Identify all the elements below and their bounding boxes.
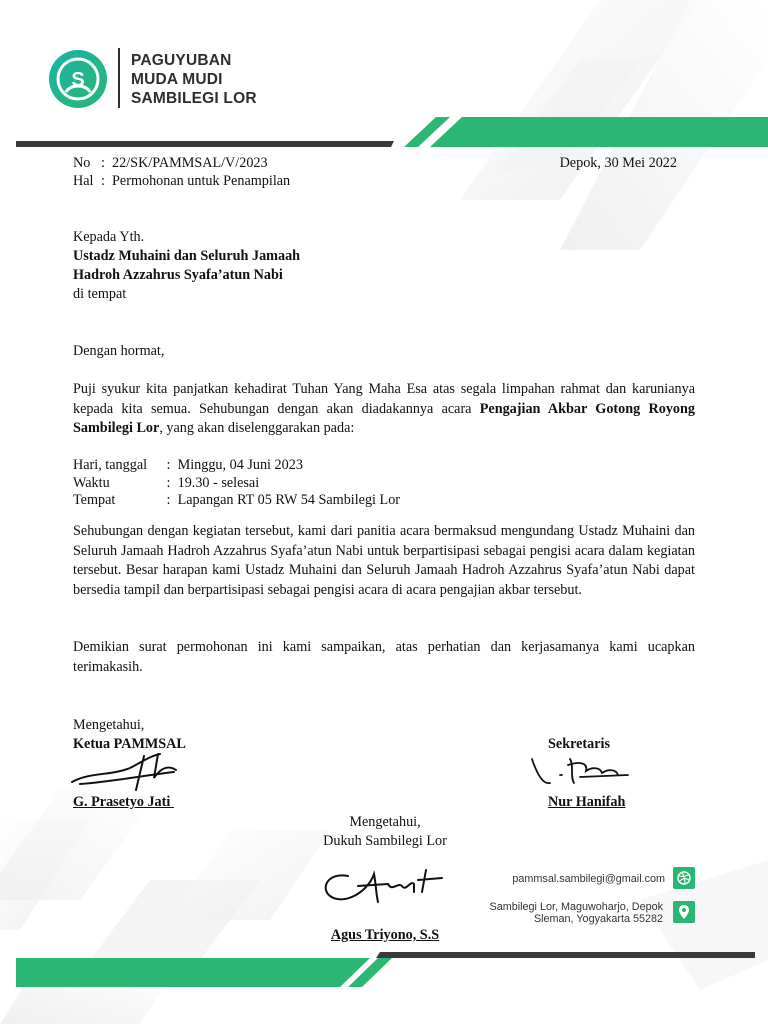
center-signer-name: Agus Triyono, S.S — [330, 927, 440, 943]
detail-label: Hari, tanggal — [73, 457, 148, 473]
detail-row-place: Tempat : Lapangan RT 05 RW 54 Sambilegi Lor — [73, 492, 401, 508]
detail-label: Waktu — [73, 474, 110, 491]
organization-name-line-3: SAMBILEGI LOR — [131, 90, 257, 107]
footer-dark-bar — [376, 952, 755, 958]
map-pin-icon — [673, 901, 695, 923]
recipient-line-2: Hadroh Azzahrus Syafa’atun Nabi — [73, 267, 283, 283]
paragraph-1-end: , yang akan diselenggarakan pada: — [159, 420, 355, 436]
event-details — [73, 457, 573, 510]
left-known-label: Mengetahui, — [73, 717, 145, 733]
right-signer-name: Nur Hanifah — [548, 794, 626, 810]
salutation: Dengan hormat, — [73, 343, 165, 359]
footer-address-line-2: Sleman, Yogyakarta 55282 — [533, 912, 663, 925]
logo-letter: S — [71, 69, 85, 91]
detail-row-date: Hari, tanggal : Minggu, 04 Juni 2023 — [73, 457, 303, 473]
left-signature-block — [73, 716, 273, 754]
center-signer-title: Dukuh Sambilegi Lor — [323, 833, 447, 849]
letter-subject-value: Permohonan untuk Penampilan — [112, 172, 291, 189]
organization-logo — [44, 48, 112, 110]
recipient-location: di tempat — [73, 286, 127, 302]
detail-label: Tempat — [73, 492, 116, 508]
letter-number-row: No : 22/SK/PAMMSAL/V/2023 — [73, 155, 268, 171]
letter-number-value: 22/SK/PAMMSAL/V/2023 — [112, 155, 268, 171]
footer-email: pammsal.sambilegi@gmail.com — [512, 873, 665, 885]
header-dark-bar — [16, 141, 394, 147]
paragraph-3: Demikian surat permohonan ini kami sampaikan, atas perhatian dan kerjasamanya kami ucapkan terimakasih. — [73, 639, 695, 675]
letter-subject-row: Hal : Permohonan untuk Penampilan — [73, 172, 291, 189]
right-signature-mark — [530, 755, 635, 791]
left-signer-name: G. Prasetyo Jati — [73, 794, 174, 810]
footer-address — [420, 902, 663, 925]
right-signer-title: Sekretaris — [548, 736, 610, 752]
event-name: Pengajian Akbar Gotong Royong Sambilegi Lor — [73, 400, 695, 436]
footer-address-line-1: Sambilegi Lor, Maguwoharjo, Depok — [489, 901, 663, 913]
organization-name — [131, 51, 257, 108]
detail-value: Lapangan RT 05 RW 54 Sambilegi Lor — [177, 492, 401, 508]
letter-subject-label: Hal — [73, 172, 94, 189]
header-green-bar — [430, 117, 768, 147]
footer-green-bar — [16, 958, 370, 987]
left-signature-mark — [70, 752, 180, 796]
recipient-line-1: Ustadz Muhaini dan Seluruh Jamaah — [73, 248, 301, 264]
letter-meta — [73, 155, 373, 190]
logo-divider — [118, 48, 120, 108]
organization-name-line-1: PAGUYUBAN — [131, 52, 232, 69]
paragraph-1-text: Puji syukur kita panjatkan kehadirat Tuhan Yang Maha Esa atas segala limpahan rahmat dan karunianya kepada kita semua. Sehubungan dengan akan diadakannya acara — [73, 381, 695, 417]
letter-number-label: No — [73, 155, 91, 171]
center-known-label: Mengetahui, — [349, 814, 421, 830]
center-signature-block — [300, 813, 470, 851]
place-date: Depok, 30 Mei 2022 — [559, 155, 677, 171]
detail-value: 19.30 - selesai — [177, 474, 260, 491]
recipient-greeting: Kepada Yth. — [73, 229, 145, 245]
organization-name-line-2: MUDA MUDI — [131, 71, 223, 88]
left-signer-title: Ketua PAMMSAL — [73, 736, 186, 752]
recipient-block — [73, 228, 473, 304]
detail-value: Minggu, 04 Juni 2023 — [177, 457, 303, 473]
detail-row-time: Waktu : 19.30 - selesai — [73, 474, 260, 491]
paragraph-1 — [73, 380, 695, 439]
paragraph-2: Sehubungan dengan kegiatan tersebut, kami dari panitia acara bermaksud mengundang Ustadz Muhaini dan Seluruh Jamaah Hadroh Azzahrus Syafa’atun Nabi untuk berpartisipasi sebagai pengisi acara dalam kegiatan tersebut. Besar harapan kami Ustadz Muhaini dan Seluruh Jamaah Hadroh Azzahrus Syafa’atun Nabi dapat bersedia tampil dan berpartisipasi sebagai pengisi acara di acara pengajian akbar tersebut. — [73, 523, 695, 598]
dribbble-ball-icon — [673, 867, 695, 889]
center-signature-mark — [318, 862, 446, 912]
